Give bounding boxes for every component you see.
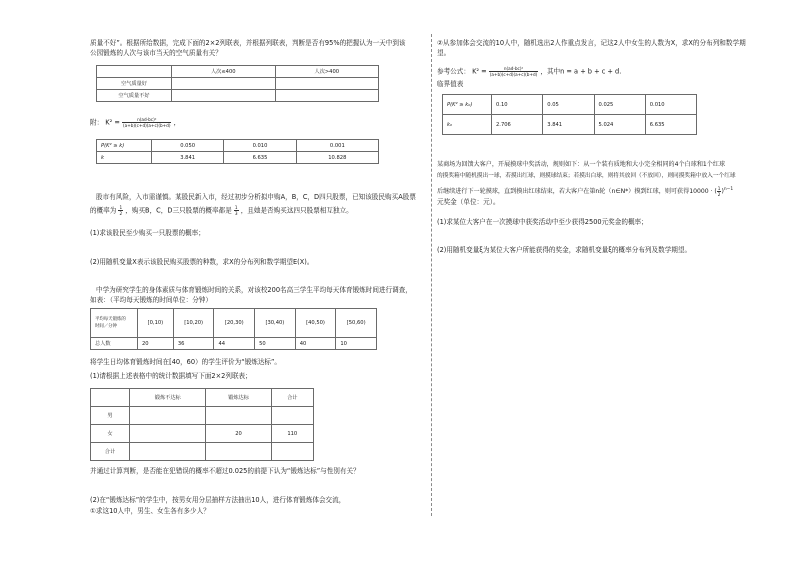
fraction-denominator: 2 bbox=[119, 211, 123, 216]
table-header: 合计 bbox=[271, 389, 313, 407]
table-cell: 5.024 bbox=[594, 115, 645, 135]
q4-fraction bbox=[717, 186, 722, 197]
table-row-label: 男 bbox=[91, 407, 130, 425]
table-cell bbox=[206, 443, 271, 461]
table-cell bbox=[130, 443, 206, 461]
q2-text: 的概率为 bbox=[90, 206, 117, 215]
q2-text: ，且她是否购买这四只股票相互独立。 bbox=[240, 206, 353, 215]
formula-denominator: (a+b)(c+d)(a+c)(b+d) bbox=[123, 123, 171, 128]
table-header: 锻炼达标 bbox=[206, 389, 271, 407]
q4-exponent: n−1 bbox=[723, 187, 734, 192]
table-cell: 0.010 bbox=[645, 95, 696, 115]
q3-sub2: (2)在“锻炼达标”的学生中，按男女用分层抽样方法抽出10人，进行体育锻炼体会交流， bbox=[90, 496, 346, 504]
table-cell bbox=[275, 78, 379, 90]
table-row-label: 合计 bbox=[91, 443, 130, 461]
table-cell: 20 bbox=[206, 425, 271, 443]
exercise-time-table bbox=[90, 308, 377, 350]
table-cell bbox=[130, 425, 206, 443]
q3-sub2a: ①求这10人中，男生、女生各有多少人？ bbox=[90, 507, 210, 515]
table-cell bbox=[271, 443, 313, 461]
formula-prefix: 附： bbox=[90, 118, 104, 127]
table-cell bbox=[271, 407, 313, 425]
table-cell bbox=[275, 90, 379, 102]
q4-sub2: (2)用随机变量ξ为某位大客户所能获得的奖金，求随机变量ξ的概率分布列及数学期望。 bbox=[437, 246, 692, 254]
fraction-numerator: 1 bbox=[119, 205, 123, 210]
q2-text-line1: 股市有风险，入市需谨慎。某股民新入市，经过初步分析拟申购A，B，C，D四只股票，已知该股民购买A股票 bbox=[96, 193, 416, 201]
air-quality-table bbox=[96, 65, 379, 102]
formula-numerator: n(ad-bc)² bbox=[122, 117, 171, 123]
reference-formula bbox=[437, 66, 621, 77]
table-header: 人次≤400 bbox=[172, 66, 276, 78]
table-cell bbox=[206, 407, 271, 425]
fraction-numerator: 1 bbox=[234, 205, 238, 210]
table-row-label: k bbox=[97, 152, 152, 164]
ref-k: K² = bbox=[472, 67, 487, 76]
q3-text-line3: 将学生日均体育锻炼时间在[40，60）的学生评价为“锻炼达标”。 bbox=[90, 358, 282, 366]
table-cell: 20 bbox=[138, 338, 174, 350]
table-cell: 0.10 bbox=[492, 95, 543, 115]
column-divider bbox=[431, 34, 432, 516]
ref-prefix: 参考公式： bbox=[437, 67, 470, 76]
table-cell: 2.706 bbox=[492, 115, 543, 135]
table-cell bbox=[172, 90, 276, 102]
table-header: [20,30) bbox=[214, 309, 255, 338]
table-cell: 3.841 bbox=[152, 152, 224, 164]
table-row-label: 空气质量好 bbox=[97, 78, 172, 90]
formula-fraction bbox=[122, 117, 171, 128]
q2-text-line2 bbox=[90, 205, 353, 216]
table-cell: 3.841 bbox=[543, 115, 594, 135]
q3-sub1: (1)请根据上述表格中的统计数据填写下面2×2列联表； bbox=[90, 372, 252, 380]
header-line: 平均每天锻炼的 bbox=[95, 317, 126, 322]
table-cell bbox=[172, 78, 276, 90]
table-header: [10,20) bbox=[173, 309, 214, 338]
formula-k: K² = bbox=[105, 118, 120, 127]
q2-fraction-a bbox=[118, 205, 123, 216]
table-cell: 40 bbox=[295, 338, 336, 350]
q2-sub2: (2)用随机变量X表示该股民购买股票的种数，求X的分布列和数学期望E(X)。 bbox=[90, 258, 314, 266]
formula-line bbox=[90, 117, 180, 128]
table-cell: 10.828 bbox=[296, 152, 378, 164]
table-cell bbox=[97, 66, 172, 78]
table-cell: 0.050 bbox=[152, 140, 224, 152]
q4-text-line3: 后继续进行下一轮摸球，直到摸出红球结束，若大客户在第n轮（n∈N*）摸到红球，则可获得10000 · ( $\frac{1}{2}$ )$^{n-1}$ bbox=[437, 185, 734, 197]
table-cell bbox=[130, 407, 206, 425]
table-cell: 0.010 bbox=[224, 140, 296, 152]
header-line: 时间／分钟 bbox=[95, 324, 117, 329]
ref-title: 临界值表 bbox=[437, 80, 464, 88]
fraction-denominator: 3 bbox=[234, 211, 238, 216]
table-cell: 36 bbox=[173, 338, 214, 350]
table-row-label: 总人数 bbox=[91, 338, 138, 350]
ref-suffix: ，其中n = a + b + c + d. bbox=[540, 67, 622, 76]
q4-text-line1: 某商场为回馈大客户，开展摸球中奖活动，规则如下：从一个装有质地和大小完全相同的4个白球和1个红球 bbox=[437, 161, 726, 168]
table-row-label: P(K² ≥ k) bbox=[97, 140, 152, 152]
table-row-label: 女 bbox=[91, 425, 130, 443]
table-cell bbox=[91, 389, 130, 407]
ref-denominator: (a+b)(c+d)(a+c)(b+d) bbox=[489, 72, 538, 77]
table-header: [30,40) bbox=[255, 309, 296, 338]
table-header: [40,50) bbox=[295, 309, 336, 338]
q1-text-line2: 公园锻炼的人次与该市当天的空气质量有关？ bbox=[90, 49, 222, 57]
q4-text-line4: 元奖金（单位：元）。 bbox=[437, 198, 500, 206]
q3-text-line2: 如表：（平均每天锻炼的时间单位：分钟） bbox=[90, 296, 212, 304]
q4-sub1: (1)求某位大客户在一次摸球中获奖活动中至少获得2500元奖金的概率； bbox=[437, 218, 648, 226]
gender-contingency-table bbox=[90, 388, 314, 461]
q3-text-line1: 中学为研究学生的身体素质与体育锻炼时间的关系，对该校200名高三学生平均每天体育锻炼时间进行调查， bbox=[96, 286, 412, 294]
q3-sub1b: 并通过计算判断，是否能在犯错误的概率不超过0.025的前提下认为“锻炼达标”与性别有关？ bbox=[90, 467, 360, 475]
q2-text: ，购买B，C，D三只股票的概率都是 bbox=[125, 206, 232, 215]
critical-value-table-2 bbox=[442, 94, 697, 135]
table-cell: 0.025 bbox=[594, 95, 645, 115]
critical-value-table bbox=[96, 139, 379, 164]
q2-fraction-b bbox=[234, 205, 239, 216]
table-header: 人次>400 bbox=[275, 66, 379, 78]
ref-fraction bbox=[489, 66, 538, 77]
table-header bbox=[91, 309, 138, 338]
q3-sub2b-end: 望。 bbox=[437, 49, 451, 57]
q3-sub2b: ②从参加体会交流的10人中，随机选出2人作重点发言，记这2人中女生的人数为X，求X的分布列和数学期 bbox=[437, 39, 746, 47]
table-header: [0,10) bbox=[138, 309, 174, 338]
q1-text-line1: 质量不好”。根据所给数据，完成下面的2×2列联表，并根据列联表，判断是否有95%的把握认为一天中到该 bbox=[90, 39, 406, 47]
table-cell: 0.05 bbox=[543, 95, 594, 115]
table-row-label: 空气质量不好 bbox=[97, 90, 172, 102]
q4-text-line2: 的摸奖箱中随机摸出一球，若摸出红球，则摸球结束；若摸出白球，则将其放回（不放回），则同摸奖箱中放入一个红球 bbox=[437, 173, 736, 179]
table-header: 锻炼不达标 bbox=[130, 389, 206, 407]
table-row-label: P(K² ≥ k₀) bbox=[443, 95, 492, 115]
table-cell: 10 bbox=[336, 338, 377, 350]
ref-numerator: n(ad-bc)² bbox=[489, 66, 538, 72]
fraction-denominator: 2 bbox=[717, 191, 721, 197]
table-cell: 50 bbox=[255, 338, 296, 350]
fraction-numerator: 1 bbox=[717, 185, 721, 191]
table-cell: 0.001 bbox=[296, 140, 378, 152]
table-row-label: k₀ bbox=[443, 115, 492, 135]
table-cell: 6.635 bbox=[645, 115, 696, 135]
table-header: [50,60) bbox=[336, 309, 377, 338]
table-cell: 44 bbox=[214, 338, 255, 350]
formula-end: ， bbox=[173, 118, 181, 127]
table-cell: 6.635 bbox=[224, 152, 296, 164]
q4-text: 后继续进行下一轮摸球，直到摸出红球结束，若大客户在第n轮（n∈N*）摸到红球，则可获得10000 · bbox=[437, 188, 713, 196]
q2-sub1: (1)求该股民至少购买一只股票的概率； bbox=[90, 229, 205, 237]
table-cell: 110 bbox=[271, 425, 313, 443]
